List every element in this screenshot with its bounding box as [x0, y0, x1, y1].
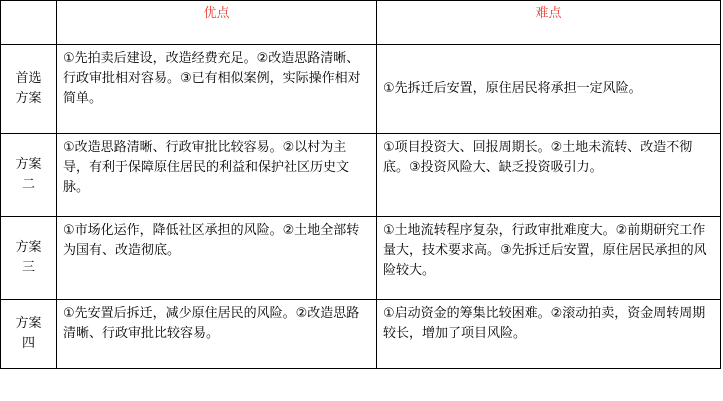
difficulties-cell: ①先拆迁后安置，原住居民将承担一定风险。	[377, 45, 721, 134]
plan-name-line1: 首选	[15, 71, 42, 86]
plan-name-line2: 三	[21, 260, 35, 275]
plan-name-line1: 方案	[15, 240, 42, 255]
header-difficulties-cell	[377, 1, 721, 45]
header-plan-cell	[1, 1, 57, 45]
plan-name-line2: 方案	[15, 91, 42, 106]
table-row	[1, 134, 721, 217]
difficulties-cell: ①土地流转程序复杂，行政审批难度大。②前期研究工作量大，技术要求高。③先拆迁后安置，原住居民承担的风险较大。	[377, 217, 721, 300]
plan-name-line2: 二	[21, 177, 35, 192]
table-row	[1, 217, 721, 300]
plan-name-line1: 方案	[15, 157, 42, 172]
advantages-cell: ①先拍卖后建设，改造经费充足。②改造思路清晰、行政审批相对容易。③已有相似案例，实际操作相对简单。	[57, 45, 377, 134]
table-row	[1, 45, 721, 134]
plan-name-cell	[1, 134, 57, 217]
plan-name-cell	[1, 45, 57, 134]
header-advantages-cell	[57, 1, 377, 45]
plan-name-line2: 四	[21, 336, 35, 351]
header-difficulties-label: 难点	[535, 6, 562, 21]
table-header-row	[1, 1, 721, 45]
table-row	[1, 300, 721, 369]
advantages-cell: ①先安置后拆迁，减少原住居民的风险。②改造思路清晰、行政审批比较容易。	[57, 300, 377, 369]
header-advantages-label: 优点	[203, 6, 230, 21]
difficulties-cell: ①启动资金的筹集比较困难。②滚动拍卖，资金周转周期较长，增加了项目风险。	[377, 300, 721, 369]
plan-name-cell	[1, 217, 57, 300]
advantages-cell: ①改造思路清晰、行政审批比较容易。②以村为主导，有利于保障原住居民的利益和保护社区历史文脉。	[57, 134, 377, 217]
difficulties-cell: ①项目投资大、回报周期长。②土地未流转、改造不彻底。③投资风险大、缺乏投资吸引力。	[377, 134, 721, 217]
advantages-cell: ①市场化运作，降低社区承担的风险。②土地全部转为国有、改造彻底。	[57, 217, 377, 300]
plan-name-cell	[1, 300, 57, 369]
plan-name-line1: 方案	[15, 316, 42, 331]
